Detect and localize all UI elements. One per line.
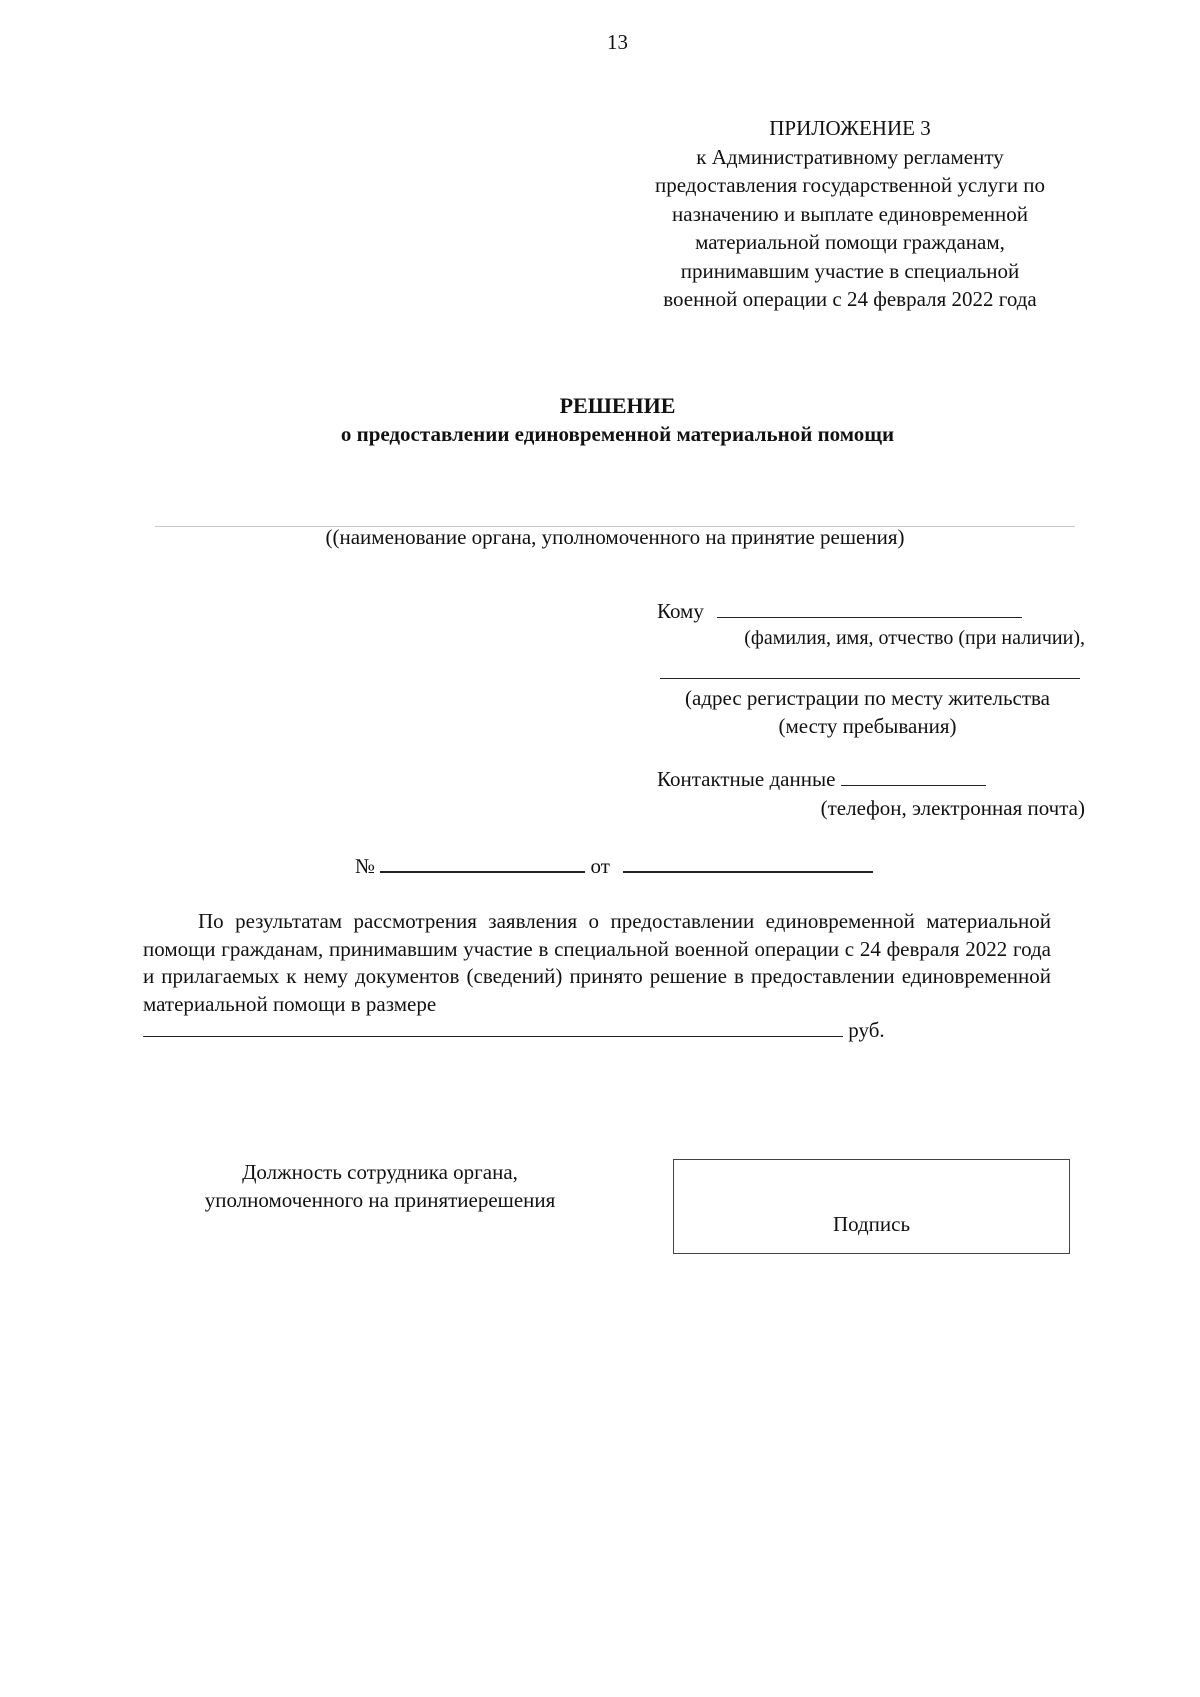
decision-body — [143, 908, 1051, 1018]
address-line — [660, 678, 1080, 679]
appendix-line: принимавшим участие в специальной — [680, 258, 1020, 283]
contact-field — [841, 767, 986, 786]
page-number: 13 — [607, 30, 628, 54]
decision-number-field — [380, 853, 585, 873]
currency-label: руб. — [848, 1018, 885, 1042]
position-line: Должность сотрудника органа, — [242, 1160, 518, 1184]
amount-field — [143, 1018, 843, 1037]
organ-name-caption: ((наименование органа, уполномоченного на принятие решения) — [325, 525, 905, 549]
appendix-line: военной операции с 24 февраля 2022 года — [663, 287, 1037, 311]
body-paragraph: По результатам рассмотрения заявления о предоставлении единовременной материальной помощи гражданам, принимавшим участие в специальной военной операции с 24 февраля 2022 года и прилагаемых к нему документов (сведений) принято решение в предоставлении единовременной материальной помощи в размере — [143, 909, 1051, 1016]
address-caption-line: (месту пребывания) — [778, 714, 957, 738]
contact-label: Контактные данные — [657, 767, 836, 791]
number-date-row — [355, 853, 873, 879]
to-label: Кому — [657, 599, 704, 623]
position-label — [170, 1158, 590, 1214]
decision-title: РЕШЕНИЕ — [559, 393, 676, 418]
fio-caption: (фамилия, имя, отчество (при наличии), — [744, 627, 1085, 649]
recipient-name-field — [717, 599, 1022, 618]
appendix-line: материальной помощи гражданам, — [695, 230, 1005, 254]
position-line: уполномоченного на принятиерешения — [204, 1188, 556, 1212]
signature-label: Подпись — [832, 1212, 911, 1236]
recipient-row — [657, 599, 1022, 624]
appendix-line: к Административному регламенту — [696, 144, 1004, 169]
appendix-header — [620, 114, 1080, 314]
appendix-line: назначению и выплате единовременной — [672, 201, 1028, 226]
contact-row — [657, 767, 986, 792]
amount-row — [143, 1018, 885, 1043]
appendix-line: ПРИЛОЖЕНИЕ 3 — [769, 116, 931, 140]
address-caption — [640, 684, 1095, 740]
contact-caption: (телефон, электронная почта) — [820, 796, 1085, 820]
decision-date-field — [623, 853, 873, 873]
from-label: от — [590, 854, 610, 878]
address-caption-line: (адрес регистрации по месту жительства — [685, 686, 1050, 710]
signature-box — [673, 1159, 1070, 1254]
number-sign: № — [355, 854, 376, 878]
appendix-line: предоставления государственной услуги по — [655, 173, 1045, 197]
decision-subtitle: о предоставлении единовременной материальной помощи — [340, 422, 895, 446]
